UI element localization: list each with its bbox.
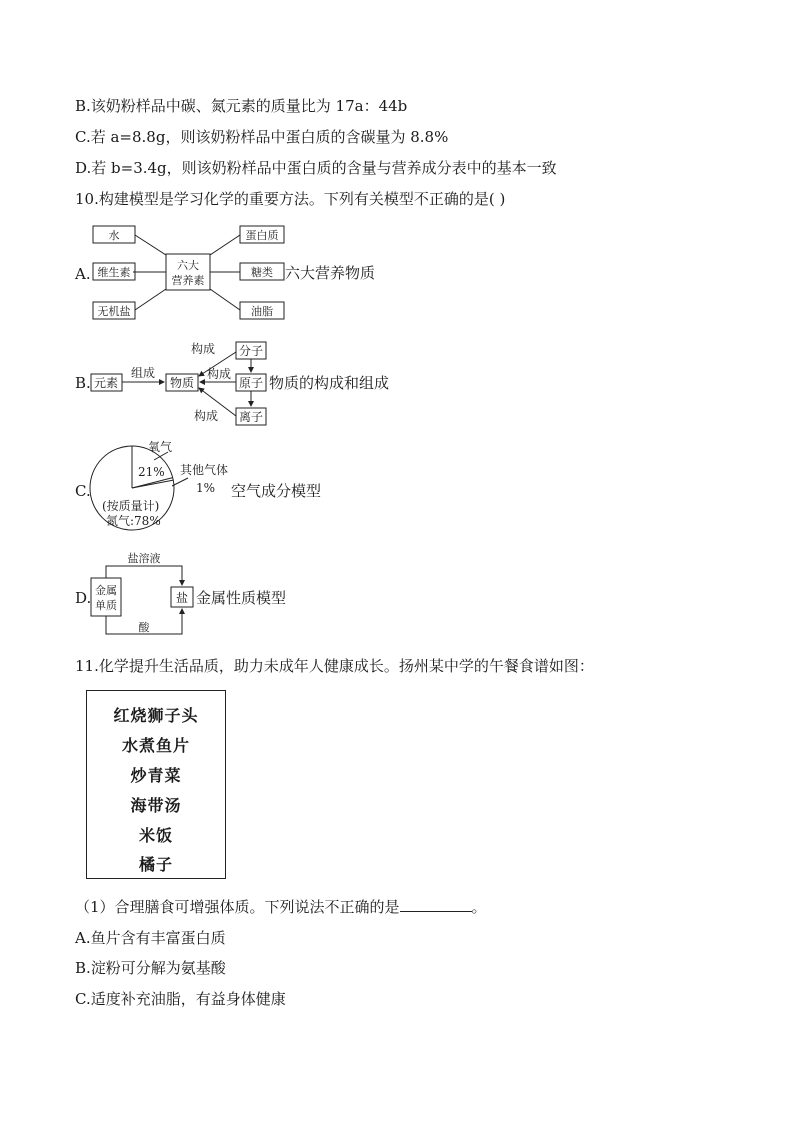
metal-label-1: 金属 [95, 584, 117, 597]
answer-blank[interactable] [400, 897, 472, 912]
q11-option-c: C.适度补充油脂，有益身体健康 [75, 990, 286, 1008]
question-11-1-text: （1）合理膳食可增强体质。下列说法不正确的是 [75, 898, 400, 916]
center-label-2: 营养素 [171, 274, 205, 287]
salt-solution-label: 盐溶液 [127, 552, 161, 565]
salt-box: 盐 [175, 591, 189, 605]
option-c-letter: C. [75, 482, 91, 500]
oxygen-percent: 21% [138, 465, 165, 479]
lunch-menu [86, 690, 226, 879]
q11-option-a: A.鱼片含有丰富蛋白质 [75, 929, 226, 947]
q11-option-b: B.淀粉可分解为氨基酸 [75, 959, 226, 977]
question-10: 10.构建模型是学习化学的重要方法。下列有关模型不正确的是( ) [75, 190, 506, 208]
pie-slice-other-boundary-2 [132, 480, 173, 488]
nutrient-mineral: 无机盐 [97, 305, 131, 318]
option-c-text: C.若 a=8.8g，则该奶粉样品中蛋白质的含碳量为 8.8% [75, 128, 449, 146]
option-b-letter: B. [75, 374, 91, 392]
other-gas-label: 其他气体 [180, 463, 229, 477]
oxygen-label: 氧气 [148, 440, 173, 454]
metal-property-diagram [88, 550, 318, 640]
menu-item: 海带汤 [130, 796, 182, 815]
atom-box: 原子 [238, 376, 264, 390]
question-11-1 [75, 897, 487, 917]
option-d-caption: 金属性质模型 [196, 589, 287, 607]
ion-box: 离子 [238, 410, 264, 424]
menu-item: 红烧狮子头 [113, 706, 199, 725]
other-gas-percent: 1% [196, 481, 216, 495]
menu-item: 米饭 [138, 826, 173, 845]
option-b-caption: 物质的构成和组成 [269, 374, 390, 392]
menu-item: 橘子 [138, 855, 173, 874]
air-pie-chart [88, 438, 348, 538]
option-a-caption: 六大营养物质 [285, 264, 376, 282]
matter-box: 物质 [169, 376, 195, 390]
option-d-letter: D. [75, 589, 92, 607]
question-11-1-end: 。 [471, 898, 487, 916]
question-11: 11.化学提升生活品质，助力未成年人健康成长。扬州某中学的午餐食谱如图： [75, 657, 594, 675]
acid-label: 酸 [138, 621, 150, 634]
nitrogen-label: 氮气:78% [106, 514, 161, 528]
metal-label-2: 单质 [95, 599, 117, 612]
nutrient-protein: 蛋白质 [245, 229, 279, 242]
option-a-letter: A. [75, 265, 91, 283]
matter-diagram [88, 338, 418, 428]
element-box: 元素 [93, 376, 119, 390]
nutrient-oil: 油脂 [251, 305, 273, 318]
label-goucheng-mid: 构成 [206, 367, 232, 381]
option-c-caption: 空气成分模型 [231, 482, 322, 500]
nutrient-sugar: 糖类 [251, 266, 273, 279]
molecule-box: 分子 [238, 344, 264, 358]
center-label-1: 六大 [177, 259, 199, 272]
label-goucheng-bottom: 构成 [193, 409, 219, 423]
nutrient-water: 水 [108, 229, 120, 242]
label-zucheng: 组成 [130, 366, 156, 380]
nutrients-diagram [88, 220, 398, 325]
option-d-text: D.若 b=3.4g，则该奶粉样品中蛋白质的含量与营养成分表中的基本一致 [75, 159, 557, 177]
nutrient-vitamin: 维生素 [97, 266, 131, 279]
mass-basis-label: (按质量计) [102, 499, 160, 513]
menu-item: 水煮鱼片 [121, 736, 190, 755]
label-goucheng-top: 构成 [190, 342, 216, 356]
option-b-text: B.该奶粉样品中碳、氮元素的质量比为 17a：44b [75, 97, 408, 115]
menu-item: 炒青菜 [130, 766, 182, 785]
